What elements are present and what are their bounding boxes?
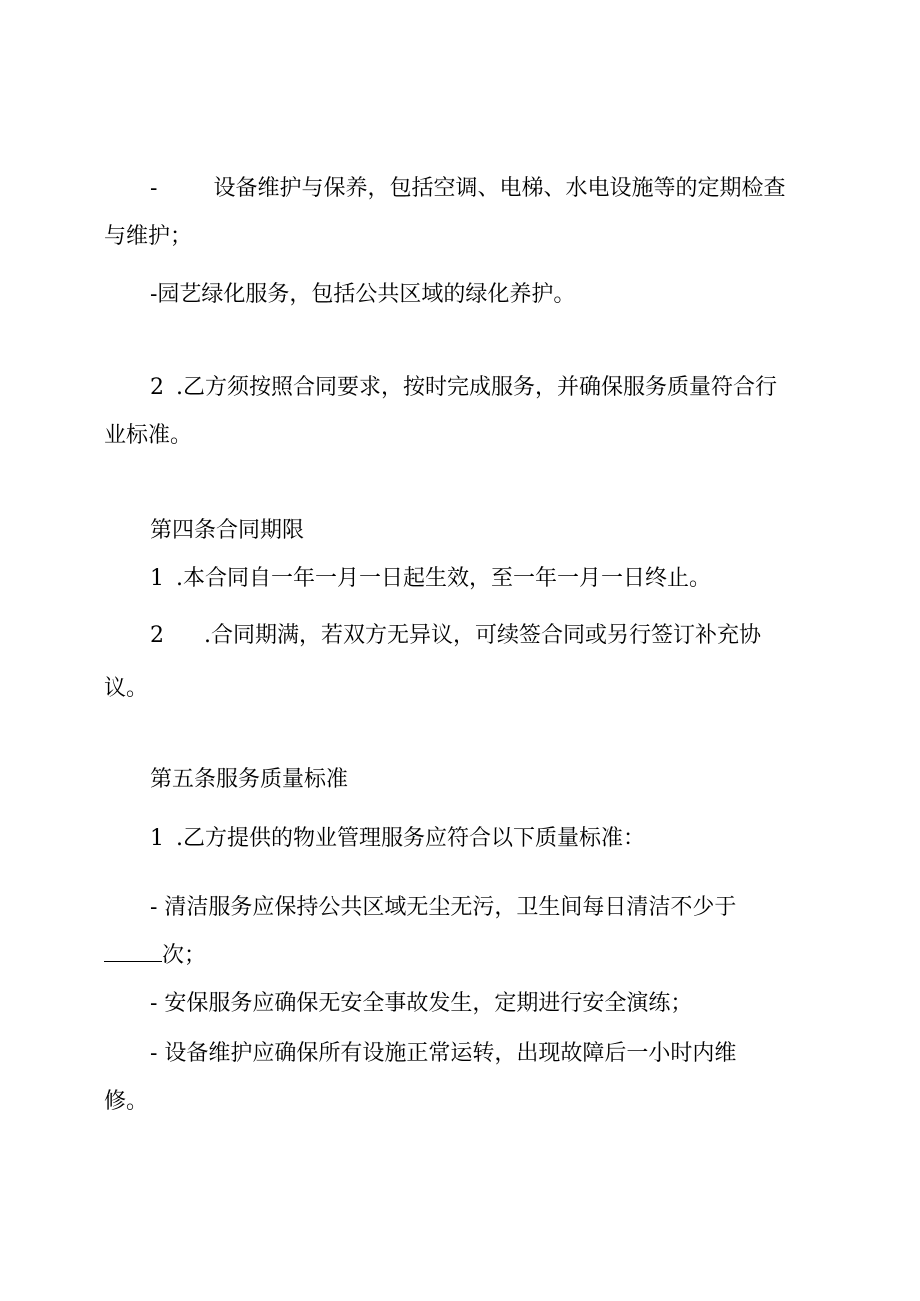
article5-item1	[150, 824, 645, 854]
article4-heading: 第四条合同期限	[150, 518, 305, 543]
article5-bullet3-line2: 修。	[104, 1089, 149, 1114]
para2: -园艺绿化服务，包括公共区域的绿化养护。	[150, 282, 576, 307]
article5-bullet3-line1: - 设备维护应确保所有设施正常运转，出现故障后一小时内维	[150, 1041, 737, 1066]
para3-line1	[150, 373, 777, 403]
dash: -	[150, 176, 158, 201]
para3-number: 2	[150, 375, 164, 400]
article5-bullet1-line2	[104, 941, 206, 971]
para1-text: 设备维护与保养，包括空调、电梯、水电设施等的定期检查	[213, 176, 786, 201]
para3-line2: 业标准。	[104, 423, 193, 448]
item-text: .本合同自一年一月一日起生效，至一年一月一日终止。	[176, 566, 711, 591]
para1-line1	[150, 174, 785, 204]
fill-in-blank	[104, 941, 162, 962]
article5-heading: 第五条服务质量标准	[150, 767, 349, 792]
article4-item1	[150, 564, 711, 594]
para1-line2: 与维护；	[104, 224, 193, 249]
item-number: 1	[150, 566, 164, 591]
item-text: .乙方提供的物业管理服务应符合以下质量标准：	[176, 826, 645, 851]
para3-text: .乙方须按照合同要求，按时完成服务，并确保服务质量符合行	[176, 375, 777, 400]
item-number: 1	[150, 826, 164, 851]
article4-item2-line1	[150, 621, 761, 651]
article4-item2-line2: 议。	[104, 676, 149, 701]
bullet-suffix: 次；	[162, 943, 207, 968]
article5-bullet2: - 安保服务应确保无安全事故发生，定期进行安全演练；	[150, 991, 693, 1016]
article5-bullet1-line1: - 清洁服务应保持公共区域无尘无污，卫生间每日清洁不少于	[150, 895, 737, 920]
item-number: 2	[150, 623, 164, 648]
item-text: .合同期满，若双方无异议，可续签合同或另行签订补充协	[204, 623, 761, 648]
